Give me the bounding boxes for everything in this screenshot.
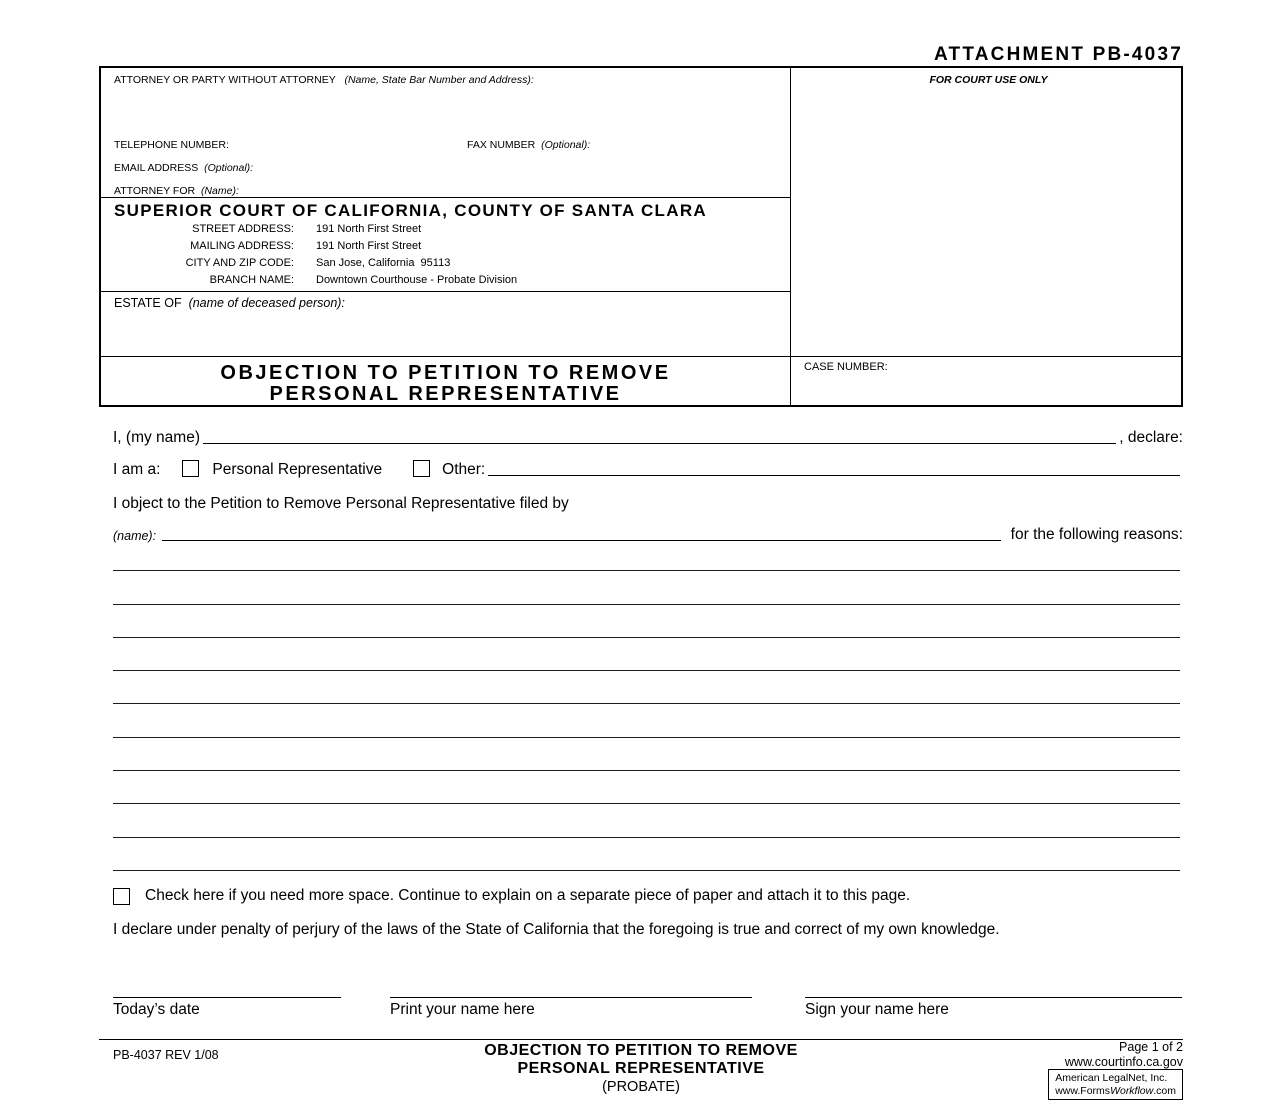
name-suffix: for the following reasons: [1010,526,1183,543]
reason-lines [113,538,1180,871]
telephone-label: TELEPHONE NUMBER: [114,139,229,151]
legalnet-url: www.FormsWorkflow.com [1055,1084,1176,1097]
attorney-for-hint: (Name): [200,185,239,197]
court-name: SUPERIOR COURT OF CALIFORNIA, COUNTY OF SANTA CLARA [114,201,707,220]
branch-name-value: Downtown Courthouse - Probate Division [316,274,518,286]
reason-line[interactable] [113,638,1180,671]
date-field[interactable] [113,988,341,998]
more-space-row [113,886,1183,905]
reason-line[interactable] [113,671,1180,704]
street-address-value: 191 North First Street [316,223,422,235]
personal-representative-checkbox[interactable] [182,460,199,477]
date-signature-block [113,988,341,1019]
i-am-a-row [113,460,1183,479]
court-section-divider [101,291,790,292]
perjury-statement: I declare under penalty of perjury of the laws of the State of California that the foregoing is true and correct of my own knowledge. [113,921,1000,938]
reason-line[interactable] [113,704,1180,737]
print-name-label: Print your name here [390,1001,535,1018]
attorney-for-label: ATTORNEY FOR (Name): [114,185,239,197]
court-address-row [114,257,517,274]
print-name-block [390,988,752,1019]
footer-subtitle: (PROBATE) [602,1079,680,1095]
mailing-address-value: 191 North First Street [316,240,422,252]
estate-of-hint: (name of deceased person): [188,296,345,310]
reason-line[interactable] [113,738,1180,771]
footer-title [99,1042,1183,1097]
court-address-row [114,223,517,240]
print-name-field[interactable] [390,988,752,998]
other-checkbox[interactable] [413,460,430,477]
footer-title-line2: PERSONAL REPRESENTATIVE [517,1060,765,1077]
reason-line[interactable] [113,605,1180,638]
more-space-checkbox[interactable] [113,888,130,905]
court-address-rows [114,223,517,291]
court-address-row [114,240,517,257]
mailing-address-label: MAILING ADDRESS: [190,240,294,252]
other-field[interactable] [488,471,1180,476]
form-title-line1: OBJECTION TO PETITION TO REMOVE [220,362,671,384]
i-am-a-label: I am a: [113,461,161,478]
legalnet-name: American LegalNet, Inc. [1055,1072,1168,1084]
court-address-row [114,274,517,291]
other-option-label: Other: [442,461,486,478]
footer-separator [99,1039,1183,1040]
sign-name-block [805,988,1182,1019]
attachment-heading: ATTACHMENT PB-4037 [934,44,1183,65]
estate-section-divider [101,356,1181,357]
legalnet-box [1048,1069,1183,1100]
courtinfo-url: www.courtinfo.ca.gov [1064,1054,1183,1069]
footer-title-line1: OBJECTION TO PETITION TO REMOVE [484,1042,798,1059]
objection-statement: I object to the Petition to Remove Personal Representative filed by [113,495,569,512]
branch-name-label: BRANCH NAME: [209,274,294,286]
more-space-text: Check here if you need more space. Continue to explain on a separate piece of paper and attach it to this page. [145,886,911,904]
page-number: Page 1 of 2 [1119,1040,1183,1054]
reason-line[interactable] [113,804,1180,837]
caption-box [99,66,1183,407]
sign-name-field[interactable] [805,988,1182,998]
name-prefix: (name): [113,529,157,543]
caption-vertical-divider [790,68,791,405]
street-address-label: STREET ADDRESS: [192,223,294,235]
reason-line[interactable] [113,571,1180,604]
email-label: EMAIL ADDRESS (Optional): [114,162,254,174]
footer-page-info [1065,1040,1183,1069]
city-zip-label: CITY AND ZIP CODE: [185,257,294,269]
declare-row [113,429,1183,447]
form-number: PB-4037 REV 1/08 [113,1048,219,1062]
for-court-use-only-label: FOR COURT USE ONLY [929,74,1048,86]
case-number-label: CASE NUMBER: [804,361,888,373]
email-hint: (Optional): [204,162,254,174]
attorney-section-divider [101,197,790,198]
declare-suffix: , declare: [1119,429,1183,446]
city-zip-value: San Jose, California 95113 [316,257,451,269]
personal-representative-option-label: Personal Representative [212,461,383,478]
reason-line[interactable] [113,838,1180,871]
date-label: Today’s date [113,1001,200,1018]
attorney-label-text: ATTORNEY OR PARTY WITHOUT ATTORNEY [114,74,336,86]
form-title-line2: PERSONAL REPRESENTATIVE [269,383,622,405]
attorney-section-label [114,74,534,86]
reason-line[interactable] [113,538,1180,571]
fax-label: FAX NUMBER (Optional): [467,139,591,151]
declare-prefix: I, (my name) [113,429,200,446]
estate-of-label: ESTATE OF (name of deceased person): [114,296,345,310]
sign-name-label: Sign your name here [805,1001,949,1018]
fax-hint: (Optional): [541,139,591,151]
my-name-field[interactable] [203,439,1116,444]
reason-line[interactable] [113,771,1180,804]
attorney-label-hint: (Name, State Bar Number and Address): [344,74,534,86]
form-title [101,363,790,405]
